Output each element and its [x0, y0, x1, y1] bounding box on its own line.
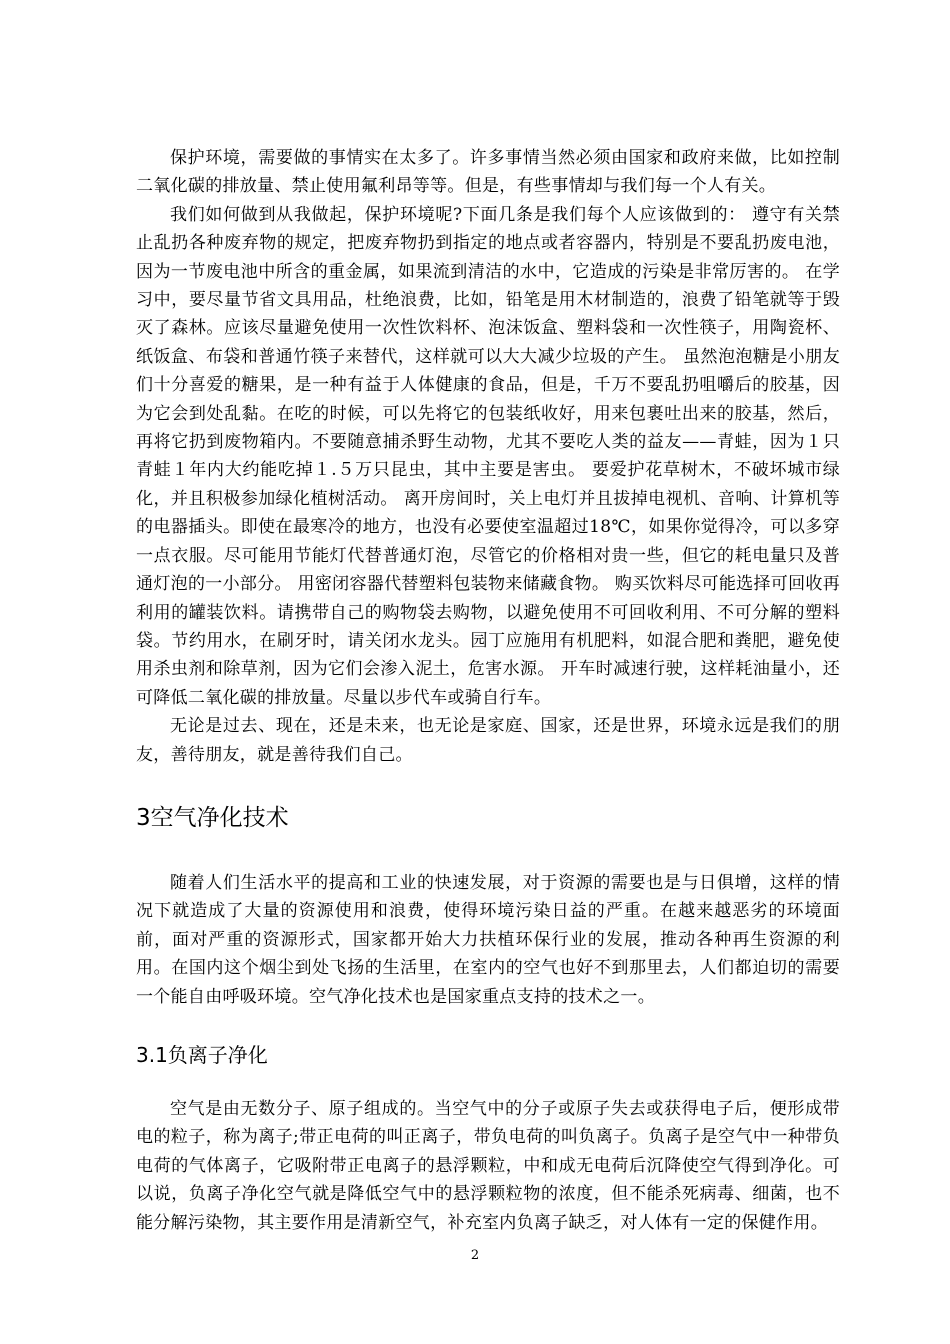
subsection-heading-negative-ion: 3.1负离子净化	[136, 1042, 268, 1067]
paragraph-air-purification-intro: 随着人们生活水平的提高和工业的快速发展，对于资源的需要也是与日俱增，这样的情况下就造成了大量的资源使用和浪费，使得环境污染日益的严重。在越来越恶劣的环境面前，面对严重的资源形式，国家都开始大力扶植环保行业的发展，推动各种再生资源的利用。在国内这个烟尘到处飞扬的生活里，在室内的空气也好不到那里去，人们都迫切的需要一个能自由呼吸环境。空气净化技术也是国家重点支持的技术之一。	[136, 872, 840, 1007]
paragraph-negative-ion: 空气是由无数分子、原子组成的。当空气中的分子或原子失去或获得电子后，便形成带电的粒子，称为离子;带正电荷的叫正离子，带负电荷的叫负离子。负离子是空气中一种带负电荷的气体离子，它吸附带正电离子的悬浮颗粒，中和成无电荷后沉降使空气得到净化。可以说，负离子净化空气就是降低空气中的悬浮颗粒物的浓度，但不能杀死病毒、细菌，也不能分解污染物，其主要作用是清新空气，补充室内负离子缺乏，对人体有一定的保健作用。	[136, 1098, 840, 1233]
paragraph-protect-environment: 保护环境，需要做的事情实在太多了。许多事情当然必须由国家和政府来做，比如控制二氧化碳的排放量、禁止使用氟利昂等等。但是，有些事情却与我们每一个人有关。	[136, 148, 840, 197]
page-content	[136, 144, 840, 1237]
paragraph-environment-friend: 无论是过去、现在，还是未来，也无论是家庭、国家，还是世界，环境永远是我们的朋友，善待朋友，就是善待我们自己。	[136, 716, 840, 765]
page-number: 2	[470, 1248, 480, 1263]
paragraph-what-we-can-do: 我们如何做到从我做起，保护环境呢?下面几条是我们每个人应该做到的： 遵守有关禁止乱扔各种废弃物的规定，把废弃物扔到指定的地点或者容器内，特别是不要乱扔废电池，因为一节废电池中所含的重金属，如果流到清洁的水中，它造成的污染是非常厉害的。 在学习中，要尽量节省文具用品，杜绝浪费，比如，铅笔是用木材制造的，浪费了铅笔就等于毁灭了森林。应该尽量避免使用一次性饮料杯、泡沫饭盒、塑料袋和一次性筷子，用陶瓷杯、纸饭盒、布袋和普通竹筷子来替代，这样就可以大大减少垃圾的产生。 虽然泡泡糖是小朋友们十分喜爱的糖果，是一种有益于人体健康的食品，但是，千万不要乱扔咀嚼后的胶基，因为它会到处乱黏。在吃的时候，可以先将它的包装纸收好，用来包裹吐出来的胶基，然后，再将它扔到废物箱内。不要随意捕杀野生动物，尤其不要吃人类的益友——青蛙，因为１只青蛙１年内大约能吃掉１.５万只昆虫，其中主要是害虫。 要爱护花草树木，不破坏城市绿化，并且积极参加绿化植树活动。 离开房间时，关上电灯并且拔掉电视机、音响、计算机等的电器插头。即使在最寒冷的地方，也没有必要使室温超过18℃，如果你觉得冷，可以多穿一点衣服。尽可能用节能灯代替普通灯泡，尽管它的价格相对贵一些，但它的耗电量只及普通灯泡的一小部分。 用密闭容器代替塑料包装物来储藏食物。 购买饮料尽可能选择可回收再利用的罐装饮料。请携带自己的购物袋去购物，以避免使用不可回收利用、不可分解的塑料袋。节约用水，在刷牙时，请关闭水龙头。园丁应施用有机肥料，如混合肥和粪肥，避免使用杀虫剂和除草剂，因为它们会渗入泥土，危害水源。 开车时减速行驶，这样耗油量小，还可降低二氧化碳的排放量。尽量以步代车或骑自行车。	[136, 204, 840, 708]
section-heading-air-purification: 3空气净化技术	[136, 804, 289, 831]
